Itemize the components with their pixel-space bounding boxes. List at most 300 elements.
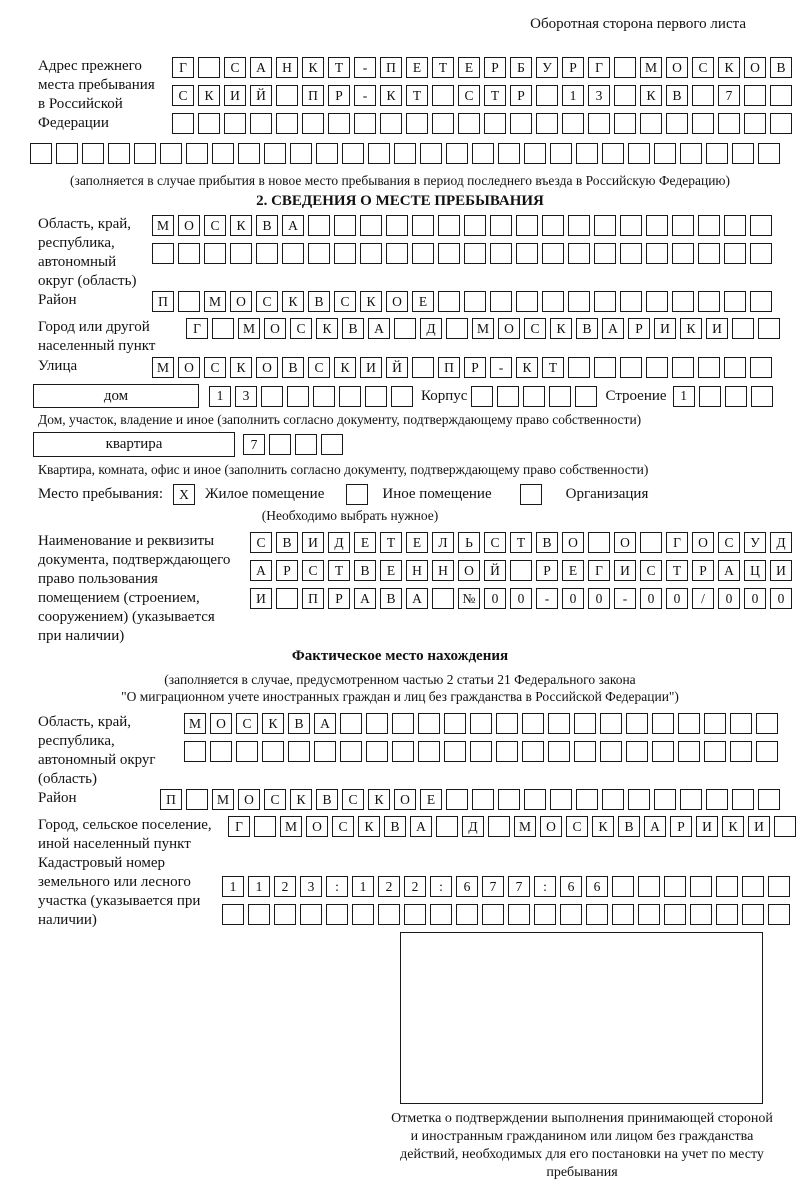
char-box [750,291,772,312]
char-box [574,741,596,762]
char-box: О [230,291,252,312]
house-row [0,384,800,408]
apartment-number-row [243,434,343,455]
char-box: А [314,713,336,734]
char-box: Г [588,57,610,78]
district-row [152,291,772,312]
char-box: С [256,291,278,312]
char-box [652,713,674,734]
char-box [774,816,796,837]
region-label: Область, край, республика, автономный округ (область) [38,216,137,289]
char-box [652,741,674,762]
char-box [628,789,650,810]
actual-location-note-2: "О миграционном учете иностранных граждан и лиц без гражданства в Российской Федерации") [121,689,679,704]
char-box: В [666,85,688,106]
option-organization-label: Организация [565,486,649,502]
char-box: А [718,560,740,581]
char-box [690,876,712,897]
char-box: О [178,215,200,236]
char-box [412,215,434,236]
char-box [756,713,778,734]
char-box: / [692,588,714,609]
char-box: И [250,588,272,609]
cadastral-row-2 [222,904,790,925]
document-label: Наименование и реквизиты документа, подтверждающего право пользования помещением (строением, сооружением) (указывается при наличии) [38,533,231,644]
apartment-note: Квартира, комната, офис и иное (заполнить согласно документу, подтверждающему право собственности) [38,462,649,477]
char-box: С [524,318,546,339]
char-box: - [490,357,512,378]
char-box: С [640,560,662,581]
char-box [295,434,317,455]
char-box: О [394,789,416,810]
char-box [594,215,616,236]
char-box: Ц [744,560,766,581]
prev-address-label: Адрес прежнего места пребывания в Российской Федерации [38,58,155,131]
char-box [732,143,754,164]
char-box: Р [276,560,298,581]
char-box: С [204,215,226,236]
char-box: 2 [404,876,426,897]
char-box: В [576,318,598,339]
char-box: 1 [248,876,270,897]
char-box: В [256,215,278,236]
prev-address-row-1 [172,57,792,78]
char-box: 3 [588,85,610,106]
char-box [471,386,493,407]
char-box [678,741,700,762]
char-box: Г [588,560,610,581]
char-box: М [640,57,662,78]
char-box [438,243,460,264]
char-box [222,904,244,925]
char-box: К [592,816,614,837]
char-box [432,85,454,106]
char-box [488,816,510,837]
char-box: И [770,560,792,581]
char-box [690,904,712,925]
char-box: : [326,876,348,897]
char-box: Е [420,789,442,810]
char-box: С [484,532,506,553]
char-box: С [458,85,480,106]
char-box [198,113,220,134]
actual-district-group [0,789,800,810]
char-box: Д [420,318,442,339]
char-box: М [212,789,234,810]
char-box: Г [228,816,250,837]
char-box [248,904,270,925]
char-box: 2 [274,876,296,897]
city-row [186,318,780,339]
char-box: В [288,713,310,734]
char-box: М [472,318,494,339]
char-box: 3 [235,386,257,407]
korpus-row [471,386,597,407]
char-box: - [614,588,636,609]
char-box: К [334,357,356,378]
char-box [732,318,754,339]
char-box: Д [328,532,350,553]
char-box [339,386,361,407]
actual-location-note-1: (заполняется в случае, предусмотренном частью 2 статьи 21 Федерального закона [164,672,636,687]
char-box [614,113,636,134]
char-box [360,215,382,236]
char-box: : [430,876,452,897]
char-box [562,113,584,134]
house-note: Дом, участок, владение и иное (заполнить согласно документу, подтверждающему право собственности) [38,412,642,427]
actual-location-title: Фактическое место нахождения [291,648,509,664]
char-box [152,243,174,264]
char-box: А [250,560,272,581]
char-box: К [360,291,382,312]
char-box: С [334,291,356,312]
char-box [576,143,598,164]
char-box: О [256,357,278,378]
char-box: П [438,357,460,378]
apartment-type-box: квартира [33,432,235,457]
char-box: 6 [560,876,582,897]
char-box: В [770,57,792,78]
char-box: 7 [718,85,740,106]
char-box: Е [354,532,376,553]
char-box [464,243,486,264]
house-number-row [209,386,413,407]
char-box: С [290,318,312,339]
char-box: С [204,357,226,378]
char-box: 0 [562,588,584,609]
char-box: С [236,713,258,734]
char-box [638,876,660,897]
char-box [751,386,773,407]
char-box: В [380,588,402,609]
char-box: О [744,57,766,78]
char-box [508,904,530,925]
char-box [490,291,512,312]
char-box [30,143,52,164]
char-box [594,243,616,264]
char-box [482,904,504,925]
char-box [534,904,556,925]
char-box [496,741,518,762]
char-box [646,357,668,378]
char-box: : [534,876,556,897]
char-box [470,741,492,762]
char-box [308,243,330,264]
actual-district-label: Район [38,790,77,806]
char-box [404,904,426,925]
char-box: Й [386,357,408,378]
char-box [725,386,747,407]
char-box [198,57,220,78]
char-box [321,434,343,455]
char-box [626,741,648,762]
cadastral-label: Кадастровый номер земельного или лесного участка (указывается при наличии) [38,855,201,928]
char-box [522,713,544,734]
char-box [548,741,570,762]
char-box: 6 [586,876,608,897]
char-box [654,143,676,164]
char-box: Й [484,560,506,581]
char-box [269,434,291,455]
char-box: И [654,318,676,339]
char-box: Е [412,291,434,312]
char-box [340,713,362,734]
char-box: 0 [588,588,610,609]
section2-title: 2. СВЕДЕНИЯ О МЕСТЕ ПРЕБЫВАНИЯ [256,193,544,209]
char-box [758,318,780,339]
char-box [672,357,694,378]
char-box: О [306,816,328,837]
char-box [394,143,416,164]
district-label: Район [38,292,77,308]
char-box: О [386,291,408,312]
char-box [575,386,597,407]
char-box [354,113,376,134]
char-box: К [640,85,662,106]
char-box: В [384,816,406,837]
char-box: К [262,713,284,734]
char-box [768,904,790,925]
char-box [718,113,740,134]
char-box [56,143,78,164]
char-box [542,243,564,264]
char-box [472,789,494,810]
char-box [680,143,702,164]
char-box [308,215,330,236]
document-row-3 [250,588,792,609]
char-box: 7 [508,876,530,897]
district-group [0,291,800,312]
char-box [600,713,622,734]
char-box [549,386,571,407]
char-box [678,713,700,734]
char-box: Ь [458,532,480,553]
cadastral-group [0,854,800,932]
char-box [522,741,544,762]
char-box: А [354,588,376,609]
char-box [560,904,582,925]
char-box [510,560,532,581]
char-box: 1 [562,85,584,106]
char-box [444,741,466,762]
char-box: И [748,816,770,837]
char-box: Т [328,560,350,581]
char-box [524,143,546,164]
street-group [0,357,800,378]
char-box: 0 [484,588,506,609]
prev-address-note: (заполняется в случае прибытия в новое место пребывания в период последнего въезда в Российскую Федерацию) [69,173,731,188]
char-box [498,143,520,164]
char-box [750,243,772,264]
char-box [523,386,545,407]
char-box: Г [186,318,208,339]
char-box [204,243,226,264]
char-box: О [540,816,562,837]
char-box [328,113,350,134]
document-row-2 [250,560,792,581]
char-box [134,143,156,164]
char-box [420,143,442,164]
char-box [456,904,478,925]
korpus-label: Корпус [421,387,468,404]
char-box: А [282,215,304,236]
char-box: 2 [378,876,400,897]
checkbox-other-premises [346,484,368,505]
char-box: С [302,560,324,581]
char-box: П [160,789,182,810]
char-box: С [718,532,740,553]
char-box [274,904,296,925]
char-box: М [204,291,226,312]
char-box: К [516,357,538,378]
char-box [256,243,278,264]
char-box [594,357,616,378]
char-box: В [316,789,338,810]
char-box [326,904,348,925]
char-box: И [302,532,324,553]
char-box [770,85,792,106]
char-box: Б [510,57,532,78]
char-box [288,741,310,762]
char-box: Т [666,560,688,581]
char-box [340,741,362,762]
char-box [612,876,634,897]
char-box [672,215,694,236]
char-box [626,713,648,734]
char-box [490,215,512,236]
house-type-box: дом [33,384,199,408]
char-box [692,113,714,134]
char-box: У [744,532,766,553]
char-box: С [250,532,272,553]
char-box [250,113,272,134]
char-box: В [276,532,298,553]
char-box: К [230,357,252,378]
char-box [380,113,402,134]
char-box [742,876,764,897]
char-box [568,215,590,236]
char-box: Т [510,532,532,553]
char-box [716,904,738,925]
char-box [261,386,283,407]
prev-address-rows [172,57,792,141]
char-box [550,143,572,164]
char-box [732,789,754,810]
char-box: Р [328,85,350,106]
char-box [698,291,720,312]
char-box [666,113,688,134]
char-box [516,291,538,312]
char-box [368,143,390,164]
char-box: С [342,789,364,810]
char-box [184,741,206,762]
char-box: Р [562,57,584,78]
char-box: 0 [666,588,688,609]
char-box: У [536,57,558,78]
char-box: П [152,291,174,312]
char-box [366,741,388,762]
char-box [568,291,590,312]
char-box: О [178,357,200,378]
char-box [620,243,642,264]
char-box [172,113,194,134]
char-box: Е [406,57,428,78]
document-rows [250,532,792,616]
char-box: И [614,560,636,581]
char-box: О [666,57,688,78]
char-box: - [354,57,376,78]
char-box [524,789,546,810]
char-box: 6 [456,876,478,897]
char-box [464,215,486,236]
char-box [254,816,276,837]
char-box: К [198,85,220,106]
char-box: А [644,816,666,837]
char-box [276,85,298,106]
char-box [412,243,434,264]
city-label: Город или другой населенный пункт [38,319,156,354]
char-box [724,243,746,264]
char-box: К [302,57,324,78]
char-box [568,357,590,378]
char-box: Р [464,357,486,378]
char-box [186,143,208,164]
document-row-1 [250,532,792,553]
char-box: 7 [482,876,504,897]
char-box: 3 [300,876,322,897]
char-box: А [410,816,432,837]
char-box: А [406,588,428,609]
char-box [542,291,564,312]
char-box: М [280,816,302,837]
checkbox-organization [520,484,542,505]
char-box [699,386,721,407]
char-box [680,789,702,810]
char-box [574,713,596,734]
char-box [576,789,598,810]
char-box: М [514,816,536,837]
actual-city-group [0,816,800,854]
char-box [392,713,414,734]
char-box [470,713,492,734]
char-box [352,904,374,925]
stroenie-label: Строение [605,387,667,404]
char-box: О [692,532,714,553]
char-box: А [250,57,272,78]
char-box: 0 [510,588,532,609]
char-box [418,713,440,734]
actual-region-row-2 [184,741,778,762]
cadastral-rows [222,876,790,932]
char-box [654,789,676,810]
char-box: К [290,789,312,810]
char-box [698,357,720,378]
char-box [418,741,440,762]
char-box [510,113,532,134]
actual-region-row-1 [184,713,778,734]
char-box [724,215,746,236]
cadastral-row-1 [222,876,790,897]
char-box [394,318,416,339]
checkbox-residential: X [173,484,195,505]
char-box [672,243,694,264]
actual-region-group [0,713,800,789]
char-box: Е [458,57,480,78]
char-box [264,143,286,164]
char-box [236,741,258,762]
char-box [314,741,336,762]
stay-type-label: Место пребывания: [38,486,163,502]
